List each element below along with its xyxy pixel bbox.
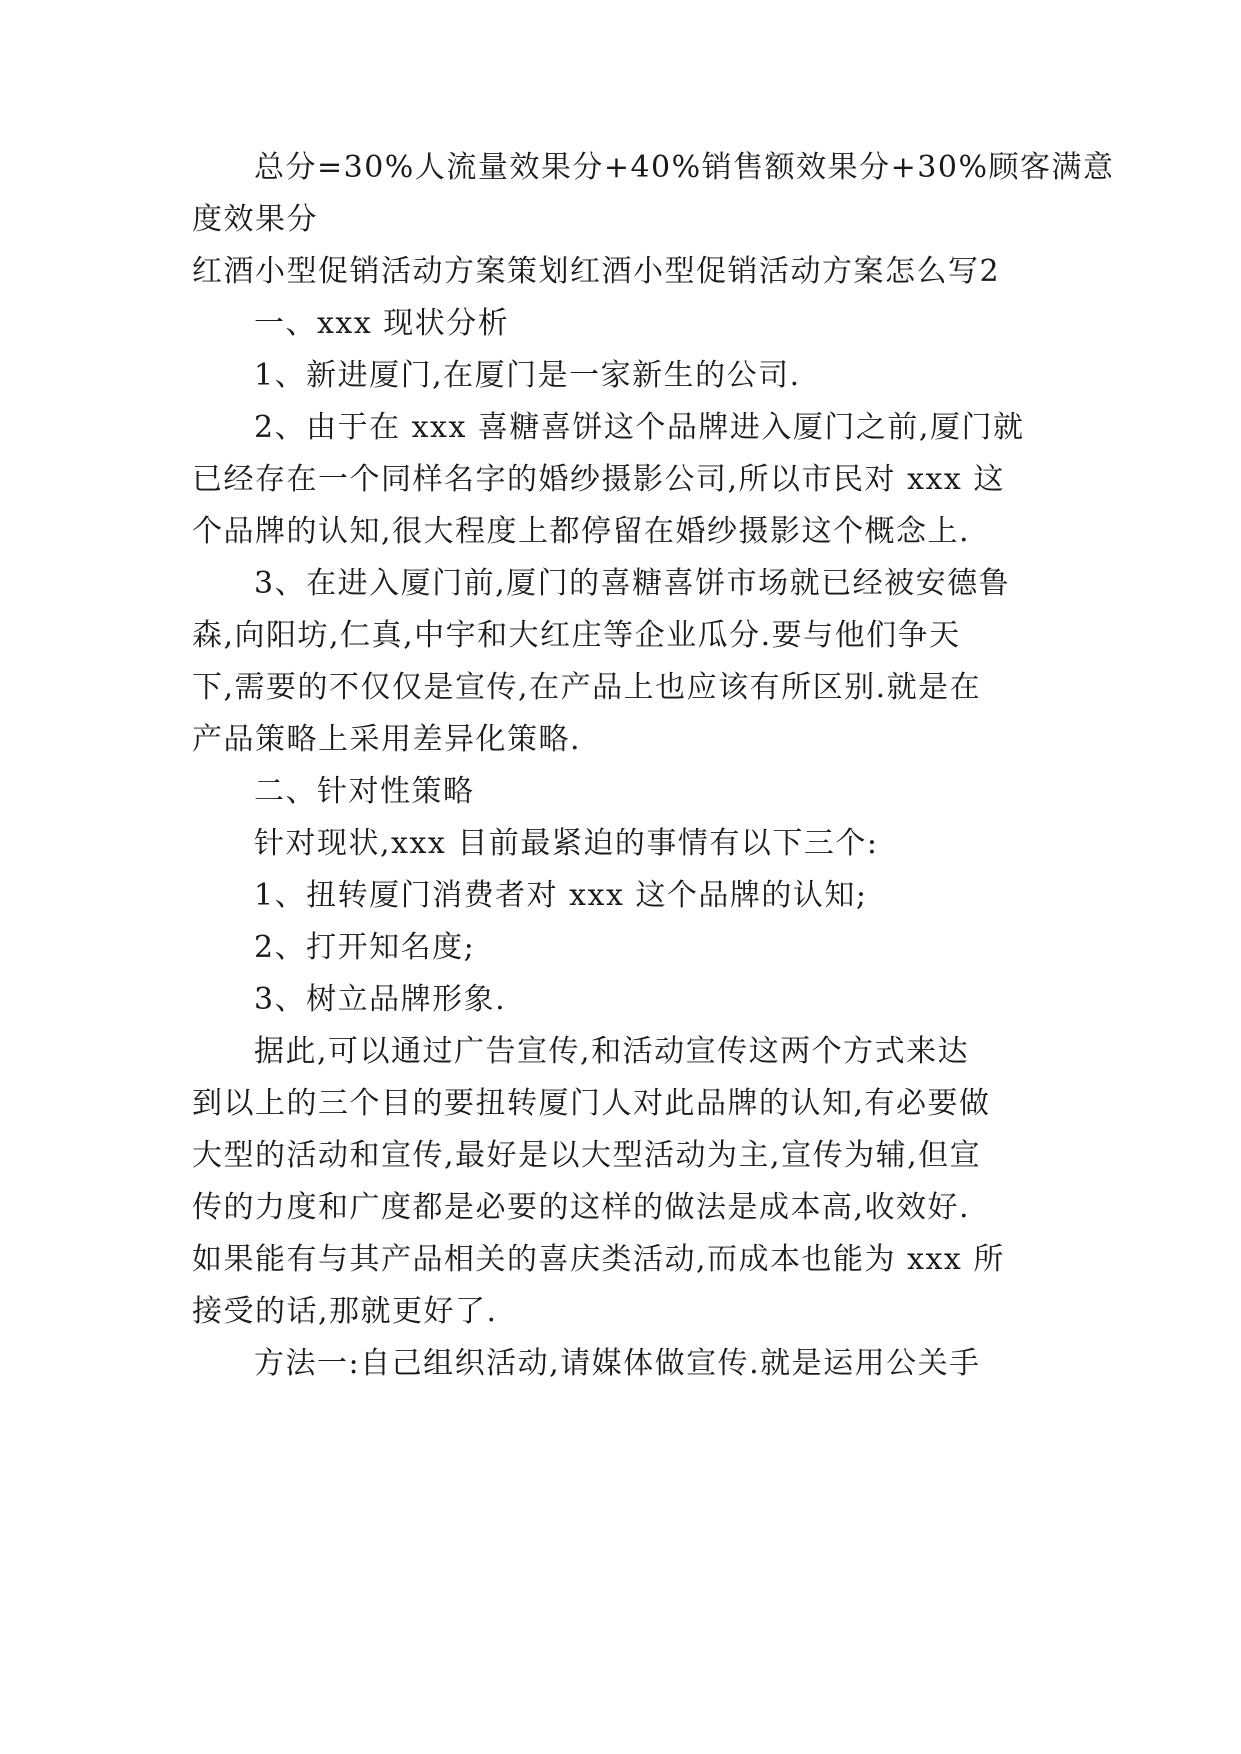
text-line: 1、新进厦门,在厦门是一家新生的公司. <box>254 358 801 393</box>
text-line: 总分=30%人流量效果分+40%销售额效果分+30%顾客满意 <box>254 150 1115 185</box>
text-line: 到以上的三个目的要扭转厦门人对此品牌的认知,有必要做 <box>192 1086 991 1121</box>
text-line: 已经存在一个同样名字的婚纱摄影公司,所以市民对 xxx 这 <box>192 462 1005 497</box>
text-line: 森,向阳坊,仁真,中宇和大红庄等企业瓜分.要与他们争天 <box>192 618 961 653</box>
text-line: 大型的活动和宣传,最好是以大型活动为主,宣传为辅,但宣 <box>192 1138 982 1173</box>
text-line: 个品牌的认知,很大程度上都停留在婚纱摄影这个概念上. <box>192 514 971 549</box>
text-line: 针对现状,xxx 目前最紧迫的事情有以下三个: <box>254 826 879 861</box>
text-line: 据此,可以通过广告宣传,和活动宣传这两个方式来达 <box>254 1034 970 1069</box>
text-line: 接受的话,那就更好了. <box>192 1294 498 1329</box>
heading: 一、xxx 现状分析 <box>254 306 510 341</box>
section-title: 红酒小型促销活动方案策划红酒小型促销活动方案怎么写2 <box>192 254 1001 289</box>
heading: 二、针对性策略 <box>254 774 475 809</box>
text-line: 方法一:自己组织活动,请媒体做宣传.就是运用公关手 <box>254 1346 981 1381</box>
text-line: 传的力度和广度都是必要的这样的做法是成本高,收效好. <box>192 1190 971 1225</box>
text-line: 1、扭转厦门消费者对 xxx 这个品牌的认知; <box>254 878 868 913</box>
text-line: 下,需要的不仅仅是宣传,在产品上也应该有所区别.就是在 <box>192 670 982 705</box>
text-line: 度效果分 <box>192 202 318 237</box>
text-line: 2、打开知名度; <box>254 930 476 965</box>
text-line: 产品策略上采用差异化策略. <box>192 722 582 757</box>
text-line: 3、在进入厦门前,厦门的喜糖喜饼市场就已经被安德鲁 <box>254 566 1011 601</box>
text-line: 3、树立品牌形象. <box>254 982 507 1017</box>
text-line: 如果能有与其产品相关的喜庆类活动,而成本也能为 xxx 所 <box>192 1242 1005 1277</box>
text-line: 2、由于在 xxx 喜糖喜饼这个品牌进入厦门之前,厦门就 <box>254 410 1025 445</box>
